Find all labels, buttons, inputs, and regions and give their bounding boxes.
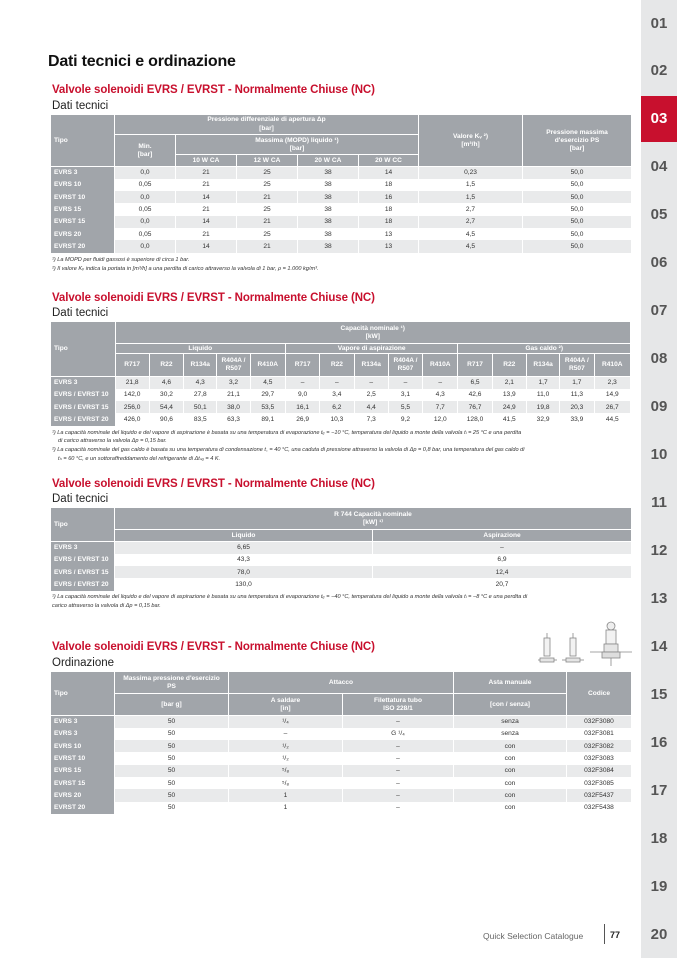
table-cell: 27,8 bbox=[184, 389, 217, 401]
row-type-label: EVRS 3 bbox=[51, 542, 115, 554]
chapter-tab-01[interactable]: 01 bbox=[650, 14, 668, 32]
table-row bbox=[51, 401, 631, 413]
row-type-label: EVRS / EVRST 20 bbox=[51, 578, 115, 590]
row-type-label: EVRST 20 bbox=[51, 802, 115, 814]
header-pressione-unit: [bar] bbox=[115, 125, 419, 135]
table-cell: 50 bbox=[115, 789, 229, 801]
table-cell: 50,0 bbox=[523, 216, 632, 228]
table-cell: con bbox=[454, 752, 567, 764]
table-cell: ¹/₂ bbox=[229, 752, 343, 764]
table-cell: – bbox=[343, 716, 454, 728]
table-cell: 7,3 bbox=[354, 413, 388, 425]
table-cell: 30,2 bbox=[149, 389, 183, 401]
table-row bbox=[51, 216, 632, 228]
table-cell: 0,05 bbox=[115, 228, 176, 240]
table-cell: 19,8 bbox=[526, 401, 559, 413]
table-cell: – bbox=[285, 377, 319, 389]
table-cell: 5,5 bbox=[388, 401, 422, 413]
chapter-tab-16[interactable]: 16 bbox=[650, 733, 668, 751]
table-cell: – bbox=[373, 542, 632, 554]
table-cell: 21,1 bbox=[217, 389, 250, 401]
table-cell: con bbox=[454, 765, 567, 777]
table-cell: 50 bbox=[115, 728, 229, 740]
table-row bbox=[51, 413, 631, 425]
header-12w-ca: 12 W CA bbox=[237, 155, 298, 167]
table-cell: 38 bbox=[298, 179, 359, 191]
row-type-label: EVRST 15 bbox=[51, 216, 115, 228]
table-cell: 50,0 bbox=[523, 203, 632, 215]
table-cell: 2,7 bbox=[419, 216, 523, 228]
table-cell: 21 bbox=[237, 216, 298, 228]
row-type-label: EVRS / EVRST 10 bbox=[51, 554, 115, 566]
table-cell: 50 bbox=[115, 777, 229, 789]
chapter-tab-20[interactable]: 20 bbox=[650, 925, 668, 943]
table-cell: 14,9 bbox=[594, 389, 630, 401]
header-refrigerant: R404A / R507 bbox=[388, 354, 422, 377]
header-refrigerant: R717 bbox=[115, 354, 149, 377]
table-cell: 3,2 bbox=[217, 377, 250, 389]
table-cell: 38,0 bbox=[217, 401, 250, 413]
table-cell: 42,6 bbox=[458, 389, 492, 401]
table-cell: 89,1 bbox=[250, 413, 285, 425]
table-cell: 53,5 bbox=[250, 401, 285, 413]
chapter-tab-06[interactable]: 06 bbox=[650, 254, 668, 272]
table-cell: 3,1 bbox=[388, 389, 422, 401]
table-cell: 4,3 bbox=[184, 377, 217, 389]
header-con-senza: [con / senza] bbox=[454, 694, 567, 716]
header-liquido: Liquido bbox=[115, 530, 373, 542]
footnote-2: ²) Il valore Kᵥ indica la portata in [m³/h] a una perdita di carico attraverso la valvola di 1 bar, ρ = 1.000 kg/m³. bbox=[52, 266, 319, 272]
row-type-label: EVRS / EVRST 20 bbox=[51, 413, 116, 425]
table-cell: 41,5 bbox=[492, 413, 526, 425]
table-cell: 26,9 bbox=[285, 413, 319, 425]
section-title: Valvole solenoidi EVRS / EVRST - Normalmente Chiuse (NC) bbox=[52, 84, 375, 96]
row-type-label: EVRS 3 bbox=[51, 728, 115, 740]
header-refrigerant: R410A bbox=[594, 354, 630, 377]
chapter-tab-15[interactable]: 15 bbox=[650, 685, 668, 703]
table-cell: 2,3 bbox=[594, 377, 630, 389]
header-kv: Valore Kᵥ ²) [m³/h] bbox=[419, 115, 523, 167]
table-cell: ⁵/₈ bbox=[229, 777, 343, 789]
header-tipo: Tipo bbox=[51, 672, 115, 716]
table-cell: 2,7 bbox=[419, 203, 523, 215]
header-bar-g: [bar g] bbox=[115, 694, 229, 716]
table-cell: 256,0 bbox=[115, 401, 149, 413]
table-cell: 54,4 bbox=[149, 401, 183, 413]
table-cell: 25 bbox=[237, 228, 298, 240]
header-10w-ca: 10 W CA bbox=[176, 155, 237, 167]
table-cell: 4,3 bbox=[423, 389, 458, 401]
table-row bbox=[51, 752, 632, 764]
table-cell: 50 bbox=[115, 740, 229, 752]
chapter-tab-18[interactable]: 18 bbox=[650, 829, 668, 847]
section-subtitle: Dati tecnici bbox=[52, 307, 109, 319]
chapter-tab-12[interactable]: 12 bbox=[650, 541, 668, 559]
table-cell: 14 bbox=[176, 240, 237, 252]
row-type-label: EVRS 15 bbox=[51, 765, 115, 777]
row-type-label: EVRS / EVRST 10 bbox=[51, 389, 116, 401]
chapter-tab-08[interactable]: 08 bbox=[650, 350, 668, 368]
row-type-label: EVRS / EVRST 15 bbox=[51, 401, 116, 413]
row-type-label: EVRS 15 bbox=[51, 203, 115, 215]
table-cell: 032F3083 bbox=[567, 752, 632, 764]
table-row bbox=[51, 228, 632, 240]
header-codice: Codice bbox=[567, 672, 632, 716]
table-cell: 63,3 bbox=[217, 413, 250, 425]
table-cell: 50 bbox=[115, 716, 229, 728]
table-cell: 1 bbox=[229, 802, 343, 814]
section-subtitle: Dati tecnici bbox=[52, 100, 109, 112]
table-cell: 83,5 bbox=[184, 413, 217, 425]
table-cell: 6,5 bbox=[458, 377, 492, 389]
row-type-label: EVRS 20 bbox=[51, 228, 115, 240]
table-cell: – bbox=[343, 802, 454, 814]
header-pressione: Pressione differenziale di apertura Δp bbox=[115, 115, 419, 125]
table-cell: 38 bbox=[298, 228, 359, 240]
page-title: Dati tecnici e ordinazione bbox=[48, 53, 236, 70]
table-cell: 29,7 bbox=[250, 389, 285, 401]
table-cell: 128,0 bbox=[458, 413, 492, 425]
valve-product-image bbox=[538, 621, 632, 669]
table-row bbox=[51, 542, 632, 554]
table-row bbox=[51, 389, 631, 401]
capacity-table bbox=[50, 321, 631, 426]
header-capacita: Capacità nominale ¹) [kW] bbox=[115, 322, 630, 344]
table-cell: 9,2 bbox=[388, 413, 422, 425]
header-refrigerant: R22 bbox=[149, 354, 183, 377]
footnote-1: ¹) La capacità nominale del liquido e del vapore di aspirazione è basata su una temperatura di evaporazione tₑ = −10 °C, temperatura del liquido a monte della valvola tₗ = 25 °C e una perdita bbox=[52, 430, 522, 436]
chapter-tab-11[interactable]: 11 bbox=[651, 494, 667, 511]
row-type-label: EVRS 3 bbox=[51, 716, 115, 728]
header-aspirazione: Aspirazione bbox=[373, 530, 632, 542]
table-row bbox=[51, 203, 632, 215]
table-cell: 78,0 bbox=[115, 566, 373, 578]
row-type-label: EVRS / EVRST 15 bbox=[51, 566, 115, 578]
chapter-tab-05[interactable]: 05 bbox=[650, 206, 668, 224]
section-subtitle: Ordinazione bbox=[52, 657, 115, 669]
row-type-label: EVRST 20 bbox=[51, 240, 115, 252]
table-cell: – bbox=[343, 777, 454, 789]
table-row bbox=[51, 789, 632, 801]
table-cell: 50,0 bbox=[523, 240, 632, 252]
chapter-tab-09[interactable]: 09 bbox=[650, 398, 668, 416]
table-cell: 44,5 bbox=[594, 413, 630, 425]
table-cell: – bbox=[388, 377, 422, 389]
table-cell: 032F5437 bbox=[567, 789, 632, 801]
table-cell: 21 bbox=[176, 179, 237, 191]
table-cell: 032F3081 bbox=[567, 728, 632, 740]
table-cell: 50 bbox=[115, 765, 229, 777]
header-liquido: Liquido bbox=[115, 344, 285, 354]
table-cell: 2,5 bbox=[354, 389, 388, 401]
row-type-label: EVRS 3 bbox=[51, 377, 116, 389]
table-cell: 90,6 bbox=[149, 413, 183, 425]
chapter-tab-13[interactable]: 13 bbox=[650, 589, 668, 607]
table-cell: – bbox=[343, 765, 454, 777]
footnote-2-cont: tₕ = 60 °C, e un sottoraffreddamento del refrigerante di Δtₛᵤ = 4 K. bbox=[58, 456, 221, 462]
table-cell: G ¹/₄ bbox=[343, 728, 454, 740]
table-cell: – bbox=[320, 377, 354, 389]
table-cell: 38 bbox=[298, 216, 359, 228]
header-20w-cc: 20 W CC bbox=[359, 155, 419, 167]
table-cell: 0,05 bbox=[115, 203, 176, 215]
header-refrigerant: R410A bbox=[250, 354, 285, 377]
table-cell: 50 bbox=[115, 752, 229, 764]
table-cell: 11,3 bbox=[560, 389, 594, 401]
header-tipo: Tipo bbox=[51, 322, 116, 377]
table-cell: 10,3 bbox=[320, 413, 354, 425]
table-cell: 14 bbox=[359, 167, 419, 179]
header-refrigerant: R134a bbox=[354, 354, 388, 377]
r744-capacity-table bbox=[50, 507, 632, 591]
table-cell: 032F3085 bbox=[567, 777, 632, 789]
table-cell: 13 bbox=[359, 240, 419, 252]
table-row bbox=[51, 377, 631, 389]
table-cell: 21 bbox=[176, 167, 237, 179]
table-cell: ¹/₂ bbox=[229, 740, 343, 752]
header-refrigerant: R22 bbox=[492, 354, 526, 377]
table-cell: 4,4 bbox=[354, 401, 388, 413]
table-cell: 16 bbox=[359, 191, 419, 203]
table-cell: 13 bbox=[359, 228, 419, 240]
table-cell: 38 bbox=[298, 240, 359, 252]
table-cell: 50,0 bbox=[523, 167, 632, 179]
table-cell: senza bbox=[454, 716, 567, 728]
header-a-saldare: A saldare [in] bbox=[229, 694, 343, 716]
table-cell: – bbox=[354, 377, 388, 389]
chapter-tab-02[interactable]: 02 bbox=[650, 62, 668, 80]
table-cell: 38 bbox=[298, 191, 359, 203]
header-asta-manuale: Asta manuale bbox=[454, 672, 567, 694]
table-cell: 1,7 bbox=[526, 377, 559, 389]
table-row bbox=[51, 777, 632, 789]
table-row bbox=[51, 802, 632, 814]
header-min: Min. [bar] bbox=[115, 135, 176, 167]
table-cell: 16,1 bbox=[285, 401, 319, 413]
table-row bbox=[51, 179, 632, 191]
table-cell: 20,7 bbox=[373, 578, 632, 590]
table-cell: 142,0 bbox=[115, 389, 149, 401]
table-cell: 4,6 bbox=[149, 377, 183, 389]
chapter-tab-17[interactable]: 17 bbox=[650, 781, 668, 799]
table-cell: – bbox=[343, 740, 454, 752]
table-cell: ⁵/₈ bbox=[229, 765, 343, 777]
header-gas-caldo: Gas caldo ²) bbox=[458, 344, 631, 354]
row-type-label: EVRST 10 bbox=[51, 191, 115, 203]
table-cell: – bbox=[343, 789, 454, 801]
table-cell: con bbox=[454, 789, 567, 801]
table-cell: 12,4 bbox=[373, 566, 632, 578]
table-cell: 76,7 bbox=[458, 401, 492, 413]
table-row bbox=[51, 554, 632, 566]
chapter-tab-14[interactable]: 14 bbox=[650, 637, 668, 655]
table-cell: 426,0 bbox=[115, 413, 149, 425]
footer-divider bbox=[604, 924, 605, 944]
table-cell: 18 bbox=[359, 179, 419, 191]
table-cell: con bbox=[454, 777, 567, 789]
table-cell: 0,05 bbox=[115, 179, 176, 191]
table-cell: 130,0 bbox=[115, 578, 373, 590]
table-row bbox=[51, 167, 632, 179]
header-refrigerant: R134a bbox=[526, 354, 559, 377]
footnote-1-cont: di carico attraverso la valvola Δp = 0,15 bar. bbox=[58, 438, 167, 444]
header-massima-pressione: Massima pressione d'esercizio PS bbox=[115, 672, 229, 694]
chapter-tab-19[interactable]: 19 bbox=[650, 877, 668, 895]
table-cell: 18 bbox=[359, 216, 419, 228]
table-cell: 1,7 bbox=[560, 377, 594, 389]
table-row bbox=[51, 716, 632, 728]
ordering-table bbox=[50, 671, 632, 814]
footnote-1: ¹) La capacità nominale del liquido e del vapore di aspirazione è basata su una temperatura di evaporazione tₑ = −40 °C, temperatura del liquido a monte della valvola tₗ = −8 °C e una perdita di bbox=[52, 594, 528, 600]
table-cell: 11,0 bbox=[526, 389, 559, 401]
section-title: Valvole solenoidi EVRS / EVRST - Normalmente Chiuse (NC) bbox=[52, 478, 375, 490]
table-row bbox=[51, 240, 632, 252]
table-cell: 26,7 bbox=[594, 401, 630, 413]
table-cell: 6,2 bbox=[320, 401, 354, 413]
table-cell: – bbox=[229, 728, 343, 740]
table-cell: 14 bbox=[176, 216, 237, 228]
table-cell: 38 bbox=[298, 203, 359, 215]
table-cell: 0,0 bbox=[115, 167, 176, 179]
table-cell: 21 bbox=[176, 203, 237, 215]
table-cell: 21,8 bbox=[115, 377, 149, 389]
header-massima: Massima (MOPD) liquido ¹) [bar] bbox=[176, 135, 419, 155]
table-cell: 50,0 bbox=[523, 179, 632, 191]
section-title: Valvole solenoidi EVRS / EVRST - Normalmente Chiuse (NC) bbox=[52, 292, 375, 304]
table-cell: 6,9 bbox=[373, 554, 632, 566]
table-cell: 50,1 bbox=[184, 401, 217, 413]
table-cell: 21 bbox=[176, 228, 237, 240]
table-cell: 25 bbox=[237, 179, 298, 191]
table-cell: 50 bbox=[115, 802, 229, 814]
table-cell: con bbox=[454, 802, 567, 814]
table-cell: 6,65 bbox=[115, 542, 373, 554]
row-type-label: EVRST 15 bbox=[51, 777, 115, 789]
table-cell: 032F3084 bbox=[567, 765, 632, 777]
chapter-tab-10[interactable]: 10 bbox=[650, 446, 668, 464]
table-cell: 032F3082 bbox=[567, 740, 632, 752]
table-cell: 50,0 bbox=[523, 191, 632, 203]
table-cell: 14 bbox=[176, 191, 237, 203]
table-cell: 1,5 bbox=[419, 191, 523, 203]
table-cell: 032F3080 bbox=[567, 716, 632, 728]
table-cell: 21 bbox=[237, 240, 298, 252]
page-number: 77 bbox=[610, 930, 621, 940]
header-refrigerant: R410A bbox=[423, 354, 458, 377]
table-cell: 21 bbox=[237, 191, 298, 203]
header-filettatura: Filettatura tubo ISO 228/1 bbox=[343, 694, 454, 716]
header-tipo: Tipo bbox=[51, 115, 115, 167]
table-cell: 4,5 bbox=[250, 377, 285, 389]
header-vapore: Vapore di aspirazione bbox=[285, 344, 457, 354]
table-cell: 24,9 bbox=[492, 401, 526, 413]
table-cell: ¹/₄ bbox=[229, 716, 343, 728]
table-row bbox=[51, 191, 632, 203]
row-type-label: EVRS 10 bbox=[51, 740, 115, 752]
row-type-label: EVRS 20 bbox=[51, 789, 115, 801]
table-cell: 25 bbox=[237, 167, 298, 179]
table-cell: 32,9 bbox=[526, 413, 559, 425]
table-cell: 3,4 bbox=[320, 389, 354, 401]
chapter-tab-03[interactable]: 03 bbox=[641, 96, 677, 142]
table-cell: – bbox=[423, 377, 458, 389]
footnote-1: ¹) La MOPD per fluidi gassosi è superiore di circa 1 bar. bbox=[52, 257, 190, 263]
table-cell: 4,5 bbox=[419, 240, 523, 252]
footnote-1-cont: carico attraverso la valvola di Δp = 0,15 bar. bbox=[52, 603, 161, 609]
footer-catalogue-name: Quick Selection Catalogue bbox=[483, 931, 584, 941]
table-cell: 1,5 bbox=[419, 179, 523, 191]
table-cell: 9,0 bbox=[285, 389, 319, 401]
row-type-label: EVRST 10 bbox=[51, 752, 115, 764]
table-row bbox=[51, 740, 632, 752]
header-ps: Pressione massima d'esercizio PS [bar] bbox=[523, 115, 632, 167]
table-cell: 50,0 bbox=[523, 228, 632, 240]
header-refrigerant: R22 bbox=[320, 354, 354, 377]
header-attacco: Attacco bbox=[229, 672, 454, 694]
chapter-tab-04[interactable]: 04 bbox=[650, 158, 668, 176]
table-cell: 33,9 bbox=[560, 413, 594, 425]
table-cell: 0,0 bbox=[115, 216, 176, 228]
table-cell: 032F5438 bbox=[567, 802, 632, 814]
chapter-tabs bbox=[641, 0, 677, 958]
table-cell: – bbox=[343, 752, 454, 764]
header-refrigerant: R404A / R507 bbox=[560, 354, 594, 377]
row-type-label: EVRS 3 bbox=[51, 167, 115, 179]
table-cell: 20,3 bbox=[560, 401, 594, 413]
table-cell: 1 bbox=[229, 789, 343, 801]
section-title: Valvole solenoidi EVRS / EVRST - Normalmente Chiuse (NC) bbox=[52, 641, 375, 653]
footnote-2: ²) La capacità nominale del gas caldo è basata su una temperatura di condensazione t꜀ = 40 °C, una caduta di pressione attraverso la valvola di Δp = 0,8 bar, una temperatura del gas caldo di bbox=[52, 447, 525, 453]
table-row bbox=[51, 765, 632, 777]
header-tipo: Tipo bbox=[51, 508, 115, 542]
table-cell: 43,3 bbox=[115, 554, 373, 566]
table-cell: 12,0 bbox=[423, 413, 458, 425]
table-cell: 7,7 bbox=[423, 401, 458, 413]
section-subtitle: Dati tecnici bbox=[52, 493, 109, 505]
chapter-tab-07[interactable]: 07 bbox=[650, 302, 668, 320]
technical-data-table bbox=[50, 114, 632, 253]
header-20w-ca: 20 W CA bbox=[298, 155, 359, 167]
table-cell: senza bbox=[454, 728, 567, 740]
table-cell: 13,9 bbox=[492, 389, 526, 401]
table-row bbox=[51, 728, 632, 740]
table-cell: 25 bbox=[237, 203, 298, 215]
table-cell: 0,0 bbox=[115, 240, 176, 252]
header-r744-capacita: R 744 Capacità nominale [kW] ¹⁾ bbox=[115, 508, 632, 530]
header-refrigerant: R717 bbox=[285, 354, 319, 377]
table-cell: 2,1 bbox=[492, 377, 526, 389]
header-refrigerant: R404A / R507 bbox=[217, 354, 250, 377]
table-row bbox=[51, 566, 632, 578]
table-cell: 0,0 bbox=[115, 191, 176, 203]
table-row bbox=[51, 578, 632, 590]
row-type-label: EVRS 10 bbox=[51, 179, 115, 191]
table-cell: 18 bbox=[359, 203, 419, 215]
table-cell: con bbox=[454, 740, 567, 752]
table-cell: 4,5 bbox=[419, 228, 523, 240]
header-refrigerant: R134a bbox=[184, 354, 217, 377]
table-cell: 38 bbox=[298, 167, 359, 179]
header-refrigerant: R717 bbox=[458, 354, 492, 377]
table-cell: 0,23 bbox=[419, 167, 523, 179]
